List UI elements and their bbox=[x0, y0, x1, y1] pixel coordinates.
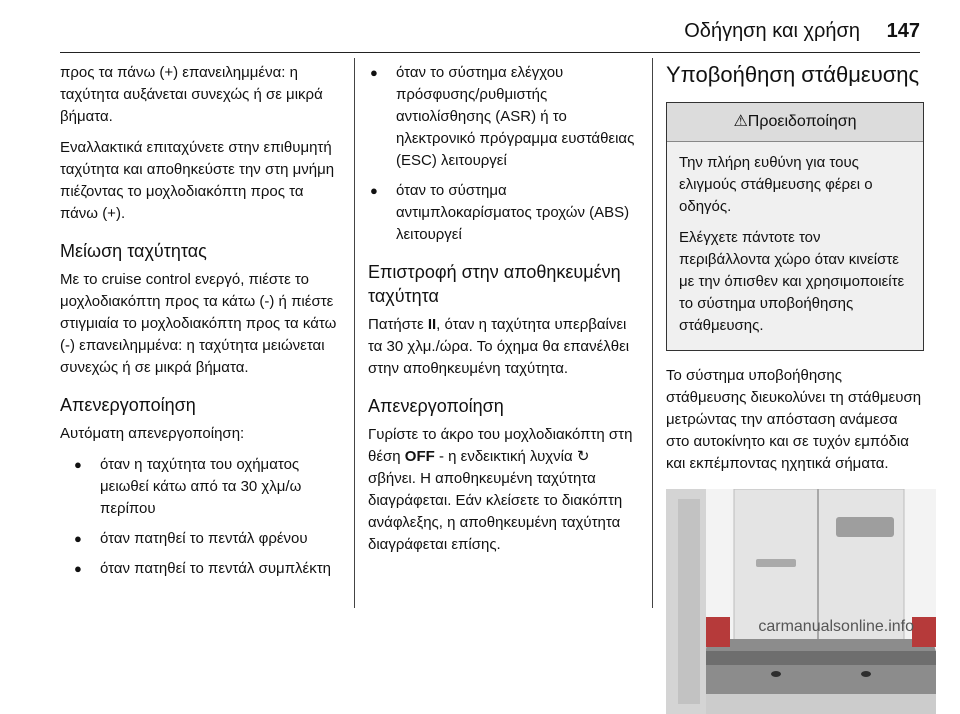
bullet-icon: ● bbox=[370, 183, 378, 198]
vehicle-rear-image bbox=[666, 489, 936, 714]
paragraph: προς τα πάνω (+) επανειλημμένα: η ταχύτητα αυξάνεται συνεχώς ή σε μικρά βήματα. bbox=[60, 64, 323, 125]
off-label: OFF bbox=[404, 448, 435, 465]
column-2 bbox=[368, 62, 640, 565]
paragraph: Αυτόματη απενεργοποίηση: bbox=[60, 425, 245, 442]
header-title: Οδήγηση και χρήση bbox=[684, 20, 860, 42]
vehicle-rear-illustration bbox=[666, 489, 936, 714]
bullet-icon: ● bbox=[74, 561, 82, 576]
column-divider-2 bbox=[652, 58, 653, 608]
column-divider-1 bbox=[354, 58, 355, 608]
paragraph: Πατήστε II, όταν η ταχύτητα υπερβαίνει τα 30 χλμ./ώρα. Το όχημα θα επανέλθει στην αποθηκευμένη ταχύτητα. bbox=[368, 316, 630, 377]
heading-deactivation: Απενεργοποίηση bbox=[60, 395, 196, 415]
bullet-icon: ● bbox=[74, 457, 82, 472]
header-rule bbox=[60, 52, 920, 53]
section-title: Υποβοήθηση στάθμευσης bbox=[666, 62, 920, 87]
warning-title: Προειδοποίηση bbox=[747, 113, 857, 130]
paragraph: Με το cruise control ενεργό, πιέστε το μοχλοδιακόπτη προς τα κάτω (-) ή πιέστε στιγμιαία το μοχλοδιακόπτη προς τα κάτω (-) επανειλημμένα: η ταχύτητα μειώνεται συνεχώς ή σε μικρά βήματα. bbox=[60, 271, 337, 376]
column-3 bbox=[666, 62, 924, 714]
bullet-icon: ● bbox=[74, 531, 82, 546]
list-item: ● όταν η ταχύτητα του οχήματος μειωθεί κάτω από τα 30 χλμ/ω περίπου bbox=[60, 454, 342, 520]
list-item: ● όταν πατηθεί το πεντάλ φρένου bbox=[60, 528, 342, 550]
warning-box bbox=[666, 102, 924, 351]
heading-resume-speed: Επιστροφή στην αποθηκευμένη ταχύτητα bbox=[368, 262, 621, 306]
paragraph: Το σύστημα υποβοήθησης στάθμευσης διευκολύνει τη στάθμευση μετρώντας την απόσταση ανάμεσα στο αυτοκίνητο και σε τυχόν εμπόδια και εκπέμποντας ηχητικά σήματα. bbox=[666, 367, 922, 472]
warning-triangle-icon: ⚠ bbox=[733, 113, 748, 130]
pause-icon: II bbox=[427, 316, 437, 333]
bullet-icon: ● bbox=[370, 65, 378, 80]
list-item: ● όταν πατηθεί το πεντάλ συμπλέκτη bbox=[60, 558, 342, 580]
heading-deactivation: Απενεργοποίηση bbox=[368, 396, 504, 416]
paragraph: Την πλήρη ευθύνη για τους ελιγμούς στάθμευσης φέρει ο οδηγός. bbox=[679, 154, 873, 215]
warning-header bbox=[667, 103, 923, 142]
paragraph: Εναλλακτικά επιταχύνετε στην επιθυμητή ταχύτητα και αποθηκεύστε την στη μνήμη πιέζοντας το μοχλοδιακόπτη προς τα πάνω (+). bbox=[60, 139, 335, 222]
list-item: ● όταν το σύστημα αντιμπλοκαρίσματος τροχών (ABS) λειτουργεί bbox=[368, 180, 640, 246]
heading-speed-reduction: Μείωση ταχύτητας bbox=[60, 241, 207, 261]
paragraph: Ελέγχετε πάντοτε τον περιβάλλοντα χώρο όταν κινείστε με την όπισθεν και χρησιμοποιείτε το σύστημα υποβοήθησης στάθμευσης. bbox=[679, 229, 905, 334]
watermark: carmanualsonline.info bbox=[758, 618, 914, 635]
page-number: 147 bbox=[886, 20, 920, 42]
column-1 bbox=[60, 62, 342, 588]
list-item: ● όταν το σύστημα ελέγχου πρόσφυσης/ρυθμιστής αντιολίσθησης (ASR) ή το ηλεκτρονικό πρόγραμμα ευστάθειας (ESC) λειτουργεί bbox=[368, 62, 640, 172]
cruise-control-icon: ↻ bbox=[576, 448, 590, 465]
paragraph: Γυρίστε το άκρο του μοχλοδιακόπτη στη θέση OFF - η ενδεικτική λυχνία ↻ σβήνει. Η αποθηκευμένη ταχύτητα διαγράφεται. Εάν κλείσετε το διακόπτη ανάφλεξης, η αποθηκευμένη ταχύτητα διαγράφεται επίσης. bbox=[368, 426, 633, 553]
warning-body bbox=[667, 142, 923, 350]
